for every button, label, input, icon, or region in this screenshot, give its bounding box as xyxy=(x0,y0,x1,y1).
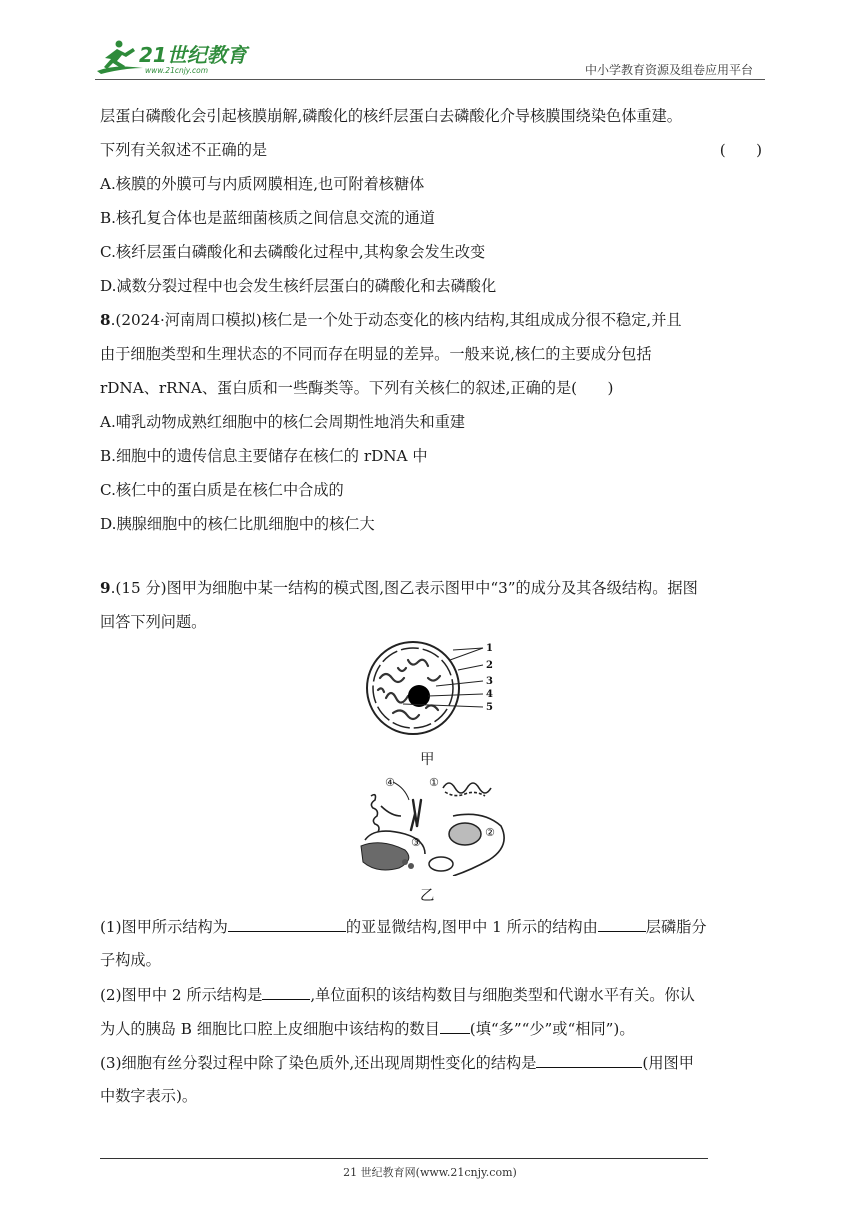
svg-text:④: ④ xyxy=(385,776,395,789)
svg-text:21世纪教育: 21世纪教育 xyxy=(139,43,247,67)
site-logo xyxy=(95,38,260,76)
svg-text:4: 4 xyxy=(486,689,493,700)
q7-option-b: B.核孔复合体也是蓝细菌核质之间信息交流的通道 xyxy=(100,209,435,227)
q7-option-a: A.核膜的外膜可与内质网膜相连,也可附着核糖体 xyxy=(100,175,425,193)
q8-option-a: A.哺乳动物成熟红细胞中的核仁会周期性地消失和重建 xyxy=(100,413,466,431)
q7-stem-continued: 层蛋白磷酸化会引起核膜崩解,磷酸化的核纤层蛋白去磷酸化介导核膜围绕染色体重建。 xyxy=(100,107,682,125)
svg-text:2: 2 xyxy=(486,660,493,671)
svg-text:5: 5 xyxy=(486,702,493,713)
footer-divider xyxy=(100,1158,708,1159)
q9-line1: 9.(15 分)图甲为细胞中某一结构的模式图,图乙表示图甲中“3”的成分及其各级结构。据图 xyxy=(100,579,698,597)
figure-jia-block xyxy=(100,644,762,770)
svg-text:①: ① xyxy=(429,776,439,789)
answer-blank-1a[interactable] xyxy=(228,914,346,932)
q9-sub2-cont: 为人的胰岛 B 细胞比口腔上皮细胞中该结构的数目 (填“多”“少”或“相同”)。 xyxy=(100,1016,762,1050)
svg-text:www.21cnjy.com: www.21cnjy.com xyxy=(145,66,209,75)
svg-text:1: 1 xyxy=(486,643,493,654)
q8-line2: 由于细胞类型和生理状态的不同而存在明显的差异。一般来说,核仁的主要成分包括 xyxy=(100,345,652,363)
platform-name: 中小学教育资源及组卷应用平台 xyxy=(584,63,753,77)
answer-blank-3[interactable] xyxy=(536,1050,642,1068)
answer-blank-1b[interactable] xyxy=(598,914,646,932)
svg-text:②: ② xyxy=(485,826,495,839)
figure-jia-caption: 甲 xyxy=(420,752,435,768)
q8-number: 8 xyxy=(100,311,111,329)
q9-number: 9 xyxy=(100,579,111,597)
page-header xyxy=(95,38,765,80)
q8-option-c: C.核仁中的蛋白质是在核仁中合成的 xyxy=(100,481,344,499)
q8-option-d: D.胰腺细胞中的核仁比肌细胞中的核仁大 xyxy=(100,515,375,533)
q9-sub1-cont: 子构成。 xyxy=(100,951,161,969)
answer-blank-2a[interactable] xyxy=(262,982,310,1000)
q8-line1: 8.(2024·河南周口模拟)核仁是一个处于动态变化的核内结构,其组成成分很不稳定,并且 xyxy=(100,311,682,329)
q7-stem xyxy=(100,138,762,172)
q9-sub3: (3)细胞有丝分裂过程中除了染色质外,还出现周期性变化的结构是 (用图甲 xyxy=(100,1050,762,1084)
q8-line3: rDNA、rRNA、蛋白质和一些酶类等。下列有关核仁的叙述,正确的是( ) xyxy=(100,379,614,397)
q7-option-d: D.减数分裂过程中也会发生核纤层蛋白的磷酸化和去磷酸化 xyxy=(100,277,497,295)
q9-sub3-cont: 中数字表示)。 xyxy=(100,1087,198,1105)
q7-answer-paren: ( ) xyxy=(719,141,762,159)
q9-line2: 回答下列问题。 xyxy=(100,613,207,631)
q9-sub2: (2)图甲中 2 所示结构是 ,单位面积的该结构数目与细胞类型和代谢水平有关。你认 xyxy=(100,982,762,1016)
figure-yi-caption: 乙 xyxy=(420,888,435,904)
footer-text: 21 世纪教育网(www.21cnjy.com) xyxy=(343,1166,517,1179)
answer-blank-2b[interactable] xyxy=(440,1016,470,1034)
figure-jia-nucleus xyxy=(358,638,508,738)
figure-yi-chromatin xyxy=(353,776,513,876)
q8-option-b: B.细胞中的遗传信息主要储存在核仁的 rDNA 中 xyxy=(100,447,428,465)
q7-option-c: C.核纤层蛋白磷酸化和去磷酸化过程中,其构象会发生改变 xyxy=(100,243,486,261)
q9-sub1: (1)图甲所示结构为 的亚显微结构,图甲中 1 所示的结构由 层磷脂分 xyxy=(100,914,762,948)
document-body xyxy=(100,104,762,1118)
svg-text:③: ③ xyxy=(411,836,421,849)
figure-yi-block xyxy=(100,770,762,914)
q7-question: 下列有关叙述不正确的是 xyxy=(100,141,268,159)
header-divider xyxy=(95,79,765,80)
svg-text:3: 3 xyxy=(486,676,493,687)
